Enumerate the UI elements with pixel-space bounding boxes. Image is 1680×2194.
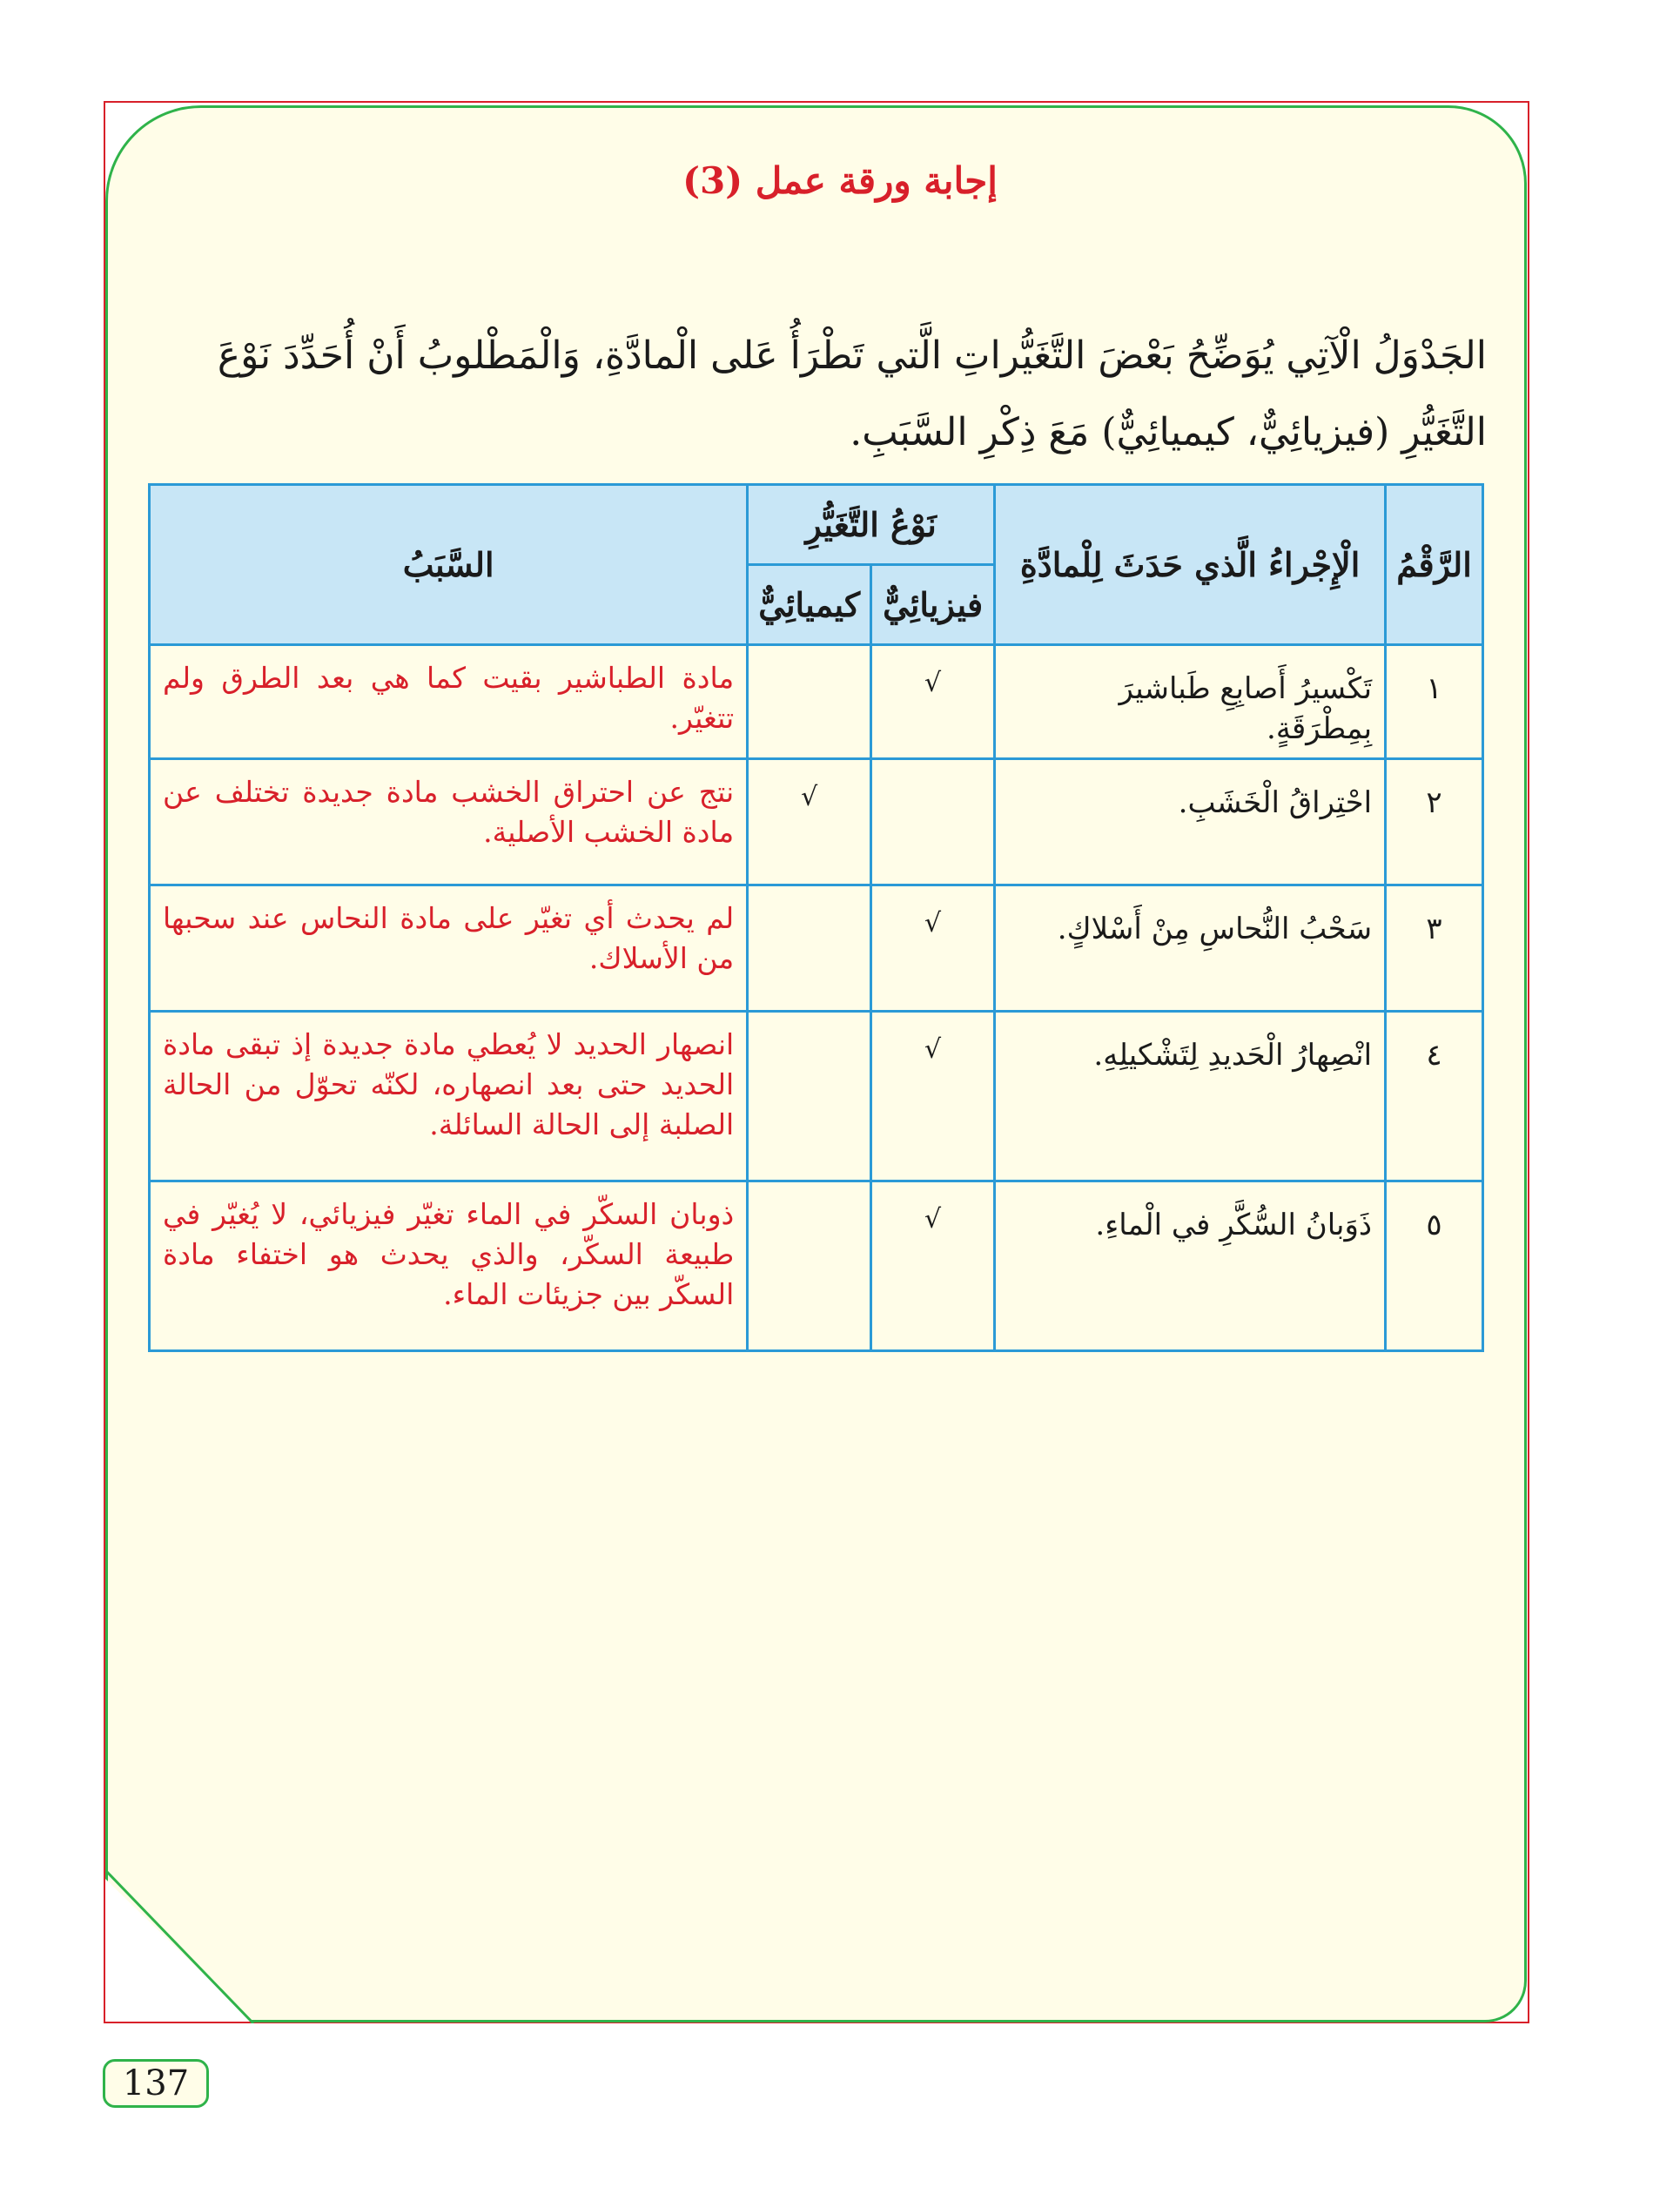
instructions-paragraph: الجَدْوَلُ الْآتِي يُوَضِّحُ بَعْضَ التَّغَيُّراتِ الَّتي تَطْرَأُ عَلى الْمادَّةِ، وَالْمَطْلوبُ أَنْ أُحَدِّدَ نَوْعَ التَّغَيُّرِ (فيزيائِيٌّ، كيميائِيٌّ) مَعَ ذِكْرِ السَّبَبِ. [217,333,1487,454]
row-reason: انصهار الحديد لا يُعطي مادة جديدة إذ تبقى مادة الحديد حتى بعد انصهاره، لكنّه تحوّل من الحالة الصلبة إلى الحالة السائلة. [150,1012,748,1181]
header-physical: فيزيائِيٌّ [871,565,995,645]
row-procedure: انْصِهارُ الْحَديدِ لِتَشْكيلِهِ. [995,1012,1386,1181]
row-chemical-check [748,645,871,759]
header-procedure: الْإِجْراءُ الَّذي حَدَثَ لِلْمادَّةِ [995,485,1386,645]
row-physical-check: √ [871,1181,995,1351]
page-number: 137 [103,2059,209,2108]
row-procedure: تَكْسيرُ أَصابِعِ طَباشيرَ بِمِطْرَقَةٍ. [995,645,1386,759]
row-number: ٤ [1386,1012,1483,1181]
row-chemical-check: √ [748,759,871,885]
header-number: الرَّقْمُ [1386,485,1483,645]
row-number: ٣ [1386,885,1483,1012]
row-number: ٥ [1386,1181,1483,1351]
row-chemical-check [748,885,871,1012]
table-row [150,885,1483,1012]
row-physical-check: √ [871,645,995,759]
row-procedure: سَحْبُ النُّحاسِ مِنْ أَسْلاكٍ. [995,885,1386,1012]
row-physical-check [871,759,995,885]
worksheet-title: إجابة ورقة عمل (3) [682,159,998,202]
row-procedure: ذَوَبانُ السُّكَّرِ في الْماءِ. [995,1181,1386,1351]
header-chemical: كيميائِيٌّ [748,565,871,645]
row-reason: لم يحدث أي تغيّر على مادة النحاس عند سحبها من الأسلاك. [150,885,748,1012]
row-physical-check: √ [871,885,995,1012]
row-reason: نتج عن احتراق الخشب مادة جديدة تختلف عن مادة الخشب الأصلية. [150,759,748,885]
row-chemical-check [748,1181,871,1351]
table-row [150,645,1483,759]
row-reason: ذوبان السكّر في الماء تغيّر فيزيائي، لا يُغيّر في طبيعة السكّر، والذي يحدث هو اختفاء مادة السكّر بين جزيئات الماء. [150,1181,748,1351]
row-physical-check: √ [871,1012,995,1181]
row-reason: مادة الطباشير بقيت كما هي بعد الطرق ولم تتغيّر. [150,645,748,759]
row-number: ١ [1386,645,1483,759]
row-chemical-check [748,1012,871,1181]
table-row [150,1012,1483,1181]
changes-table [148,483,1484,1352]
header-change-type: نَوْعُ التَّغَيُّرِ [748,485,995,565]
table-row [150,1181,1483,1351]
header-reason: السَّبَبُ [150,485,748,645]
row-number: ٢ [1386,759,1483,885]
table-row [150,759,1483,885]
row-procedure: احْتِراقُ الْخَشَبِ. [995,759,1386,885]
